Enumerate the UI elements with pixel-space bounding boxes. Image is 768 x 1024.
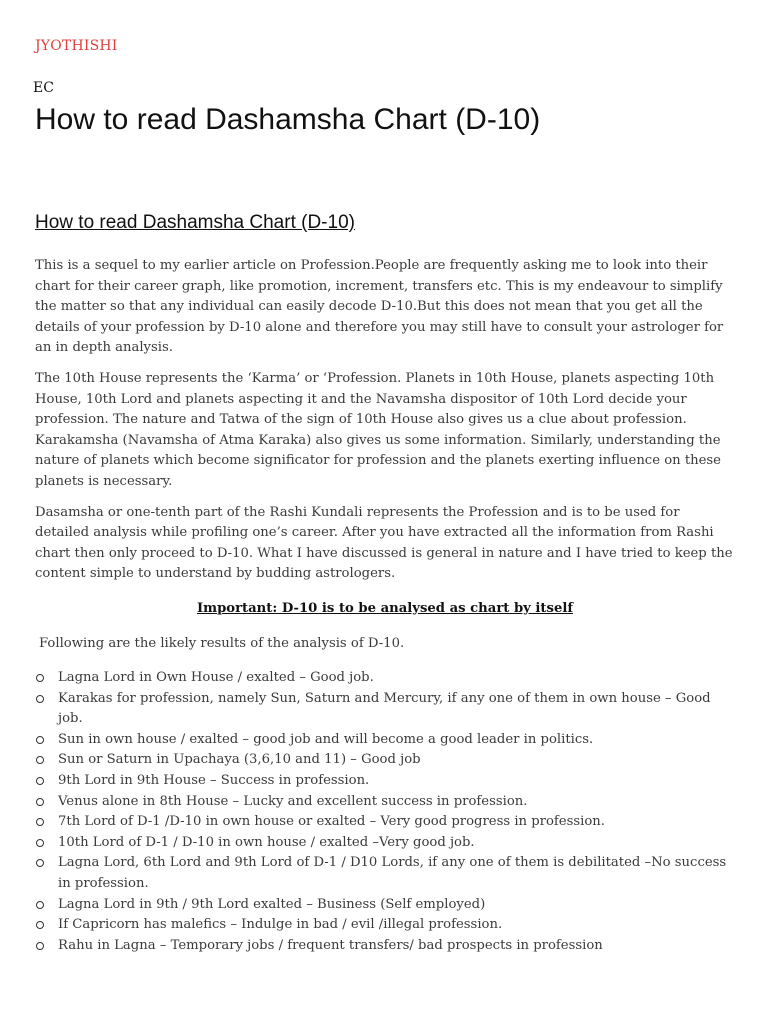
list-item (35, 689, 735, 730)
list-item (35, 668, 735, 689)
article-paragraph: Dasamsha or one-tenth part of the Rashi Kundali represents the Profession and is to be used for detailed analysis while profiling one’s career. After you have extracted all the information from Rashi chart then only proceed to D-10. What I have discussed is general in nature and I have tried to keep the content simple to understand by budding astrologers. (35, 504, 733, 582)
breadcrumb: EC (33, 80, 54, 96)
list-item (35, 833, 735, 854)
list-item-text: 10th Lord of D-1 / D-10 in own house / exalted –Very good job. (58, 834, 475, 850)
important-note: Important: D-10 is to be analysed as chart by itself (196, 600, 574, 616)
list-item (35, 895, 735, 916)
list-item (35, 730, 735, 751)
list-item-text: Lagna Lord in Own House / exalted – Good job. (58, 670, 374, 686)
circle-bullet-icon (36, 818, 44, 826)
list-item-text: Sun or Saturn in Upachaya (3,6,10 and 11) – Good job (58, 752, 421, 768)
circle-bullet-icon (36, 695, 44, 703)
list-item-text: Lagna Lord in 9th / 9th Lord exalted – Business (Self employed) (58, 896, 486, 912)
list-item (35, 771, 735, 792)
circle-bullet-icon (36, 674, 44, 682)
list-item (35, 792, 735, 813)
circle-bullet-icon (36, 839, 44, 847)
list-item (35, 812, 735, 833)
list-item (35, 750, 735, 771)
list-item (35, 936, 735, 957)
list-item-text: Rahu in Lagna – Temporary jobs / frequent transfers/ bad prospects in profession (58, 937, 603, 953)
list-item-text: 9th Lord in 9th House – Success in profession. (58, 773, 370, 789)
list-item (35, 853, 735, 894)
circle-bullet-icon (36, 736, 44, 744)
article-paragraph: The 10th House represents the ‘Karma’ or ‘Profession. Planets in 10th House, planets aspecting 10th House, 10th Lord and planets aspecting it and the Navamsha dispositor of 10th Lord decide your profession. The nature and Tatwa of the sign of 10th House also gives us a clue about profession. Karakamsha (Navamsha of Atma Karaka) also gives us some information. Similarly, understanding the nature of planets which become significator for profession and the planets exerting influence on these planets is necessary. (35, 370, 721, 489)
circle-bullet-icon (36, 901, 44, 909)
list-item-text: Sun in own house / exalted – good job and will become a good leader in politics. (58, 731, 594, 747)
circle-bullet-icon (36, 777, 44, 785)
article-content (35, 210, 735, 956)
results-intro: Following are the likely results of the analysis of D-10. (39, 635, 405, 651)
results-list (35, 668, 735, 956)
list-item-text: Lagna Lord, 6th Lord and 9th Lord of D-1 / D10 Lords, if any one of them is debilitated –No success in profession. (58, 855, 727, 892)
site-name-link[interactable]: JYOTHISHI (35, 38, 118, 54)
circle-bullet-icon (36, 921, 44, 929)
list-item (35, 915, 735, 936)
list-item-text: 7th Lord of D-1 /D-10 in own house or exalted – Very good progress in profession. (58, 814, 605, 830)
circle-bullet-icon (36, 756, 44, 764)
circle-bullet-icon (36, 859, 44, 867)
list-item-text: If Capricorn has malefics – Indulge in bad / evil /illegal profession. (58, 917, 503, 933)
page-title: How to read Dashamsha Chart (D-10) (35, 103, 541, 136)
list-item-text: Venus alone in 8th House – Lucky and excellent success in profession. (58, 793, 528, 809)
circle-bullet-icon (36, 942, 44, 950)
circle-bullet-icon (36, 798, 44, 806)
article-heading: How to read Dashamsha Chart (D-10) (35, 212, 355, 233)
article-paragraph: This is a sequel to my earlier article on Profession.People are frequently asking me to look into their chart for their career graph, like promotion, increment, transfers etc. This is my endeavour to simplify the matter so that any individual can easily decode D-10.But this does not mean that you get all the details of your profession by D-10 alone and therefore you may still have to consult your astrologer for an in depth analysis. (35, 258, 724, 356)
list-item-text: Karakas for profession, namely Sun, Saturn and Mercury, if any one of them in own house – Good job. (58, 690, 711, 727)
